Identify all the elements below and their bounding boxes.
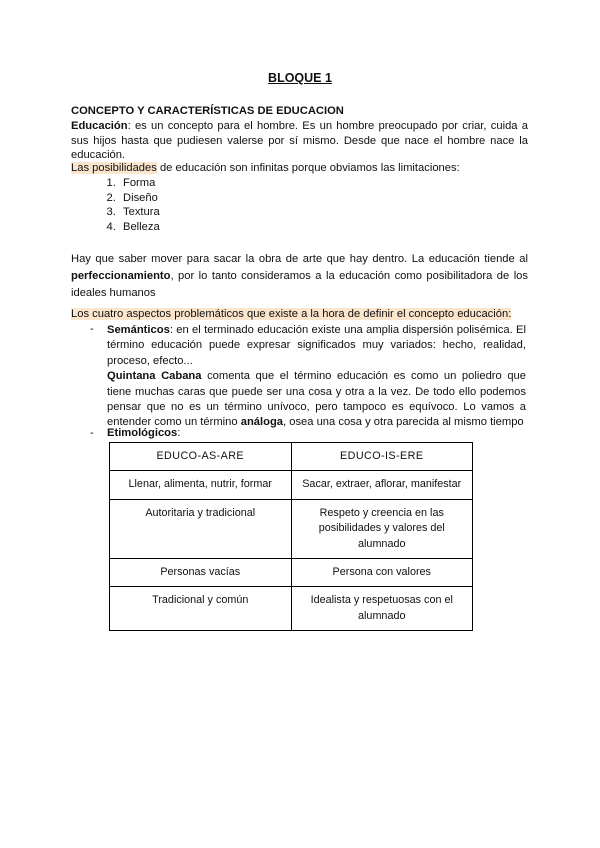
table-row xyxy=(110,471,473,499)
section-heading: CONCEPTO Y CARACTERÍSTICAS DE EDUCACION xyxy=(71,105,344,117)
etymology-table xyxy=(109,442,473,631)
table-cell: Llenar, alimenta, nutrir, formar xyxy=(110,471,292,499)
etymological-dash: - xyxy=(90,427,94,439)
improvement-bold: perfeccionamiento xyxy=(71,270,171,283)
aspects-intro-highlight: Los cuatro aspectos problemáticos que existe a la hora de definir el concepto educación: xyxy=(71,308,512,320)
semantic-item xyxy=(107,323,526,431)
table-cell: Sacar, extraer, aflorar, manifestar xyxy=(291,471,473,499)
semantic-label: Semánticos xyxy=(107,324,170,336)
limitations-list xyxy=(71,176,160,234)
list-item: 3. Textura xyxy=(119,205,160,220)
table-header-row xyxy=(110,443,473,471)
semantic-author: Quintana Cabana xyxy=(107,370,202,383)
list-item: 4. Belleza xyxy=(119,220,160,235)
semantic-analog-text: , osea una cosa y otra parecida al mismo tiempo xyxy=(283,416,524,429)
possibilities-text: de educación son infinitas porque obviamos las limitaciones: xyxy=(156,162,460,174)
table-cell: Idealista y respetuosas con el alumnado xyxy=(291,587,473,631)
etymological-colon: : xyxy=(177,427,181,439)
possibilities-highlight: Las posibilidades xyxy=(71,162,157,174)
possibilities-line xyxy=(71,162,460,174)
table-cell: Tradicional y común xyxy=(110,587,292,631)
aspects-intro xyxy=(71,308,511,320)
etymological-item xyxy=(107,427,180,439)
table-cell: Respeto y creencia en las posibilidades y valores del alumnado xyxy=(291,499,473,558)
etymological-label: Etimológicos xyxy=(107,427,178,439)
table-header: EDUCO-IS-ERE xyxy=(291,443,473,471)
list-item: 1. Forma xyxy=(119,176,160,191)
semantic-author-text: comenta que el término educación es como un poliedro que tiene muchas caras que puede ser una cosa y otra a la vez. De todo ello podemos pensar que no es un término unívoco, pero tampoco es equívoco. Lo vamos a entender como un término xyxy=(107,370,526,429)
table-row xyxy=(110,587,473,631)
table-cell: Autoritaria y tradicional xyxy=(110,499,292,558)
improvement-text-after: , por lo tanto consideramos a la educación como posibilitadora de los ideales humanos xyxy=(71,270,528,300)
page-title: BLOQUE 1 xyxy=(268,71,332,85)
improvement-paragraph xyxy=(71,251,528,303)
table-cell: Personas vacías xyxy=(110,559,292,587)
table-row xyxy=(110,559,473,587)
definition-term: Educación xyxy=(71,120,128,132)
definition-text: : es un concepto para el hombre. Es un hombre preocupado por criar, cuida a sus hijos hasta que pudiesen valerse por sí mismo. Desde que nace el hombre nace la educación. xyxy=(71,120,528,162)
semantic-text: : en el terminado educación existe una amplia dispersión polisémica. El término educación puede expresar significados muy variados: hecho, realidad, proceso, efecto... xyxy=(107,324,526,367)
semantic-dash: - xyxy=(90,323,94,335)
semantic-analog: análoga xyxy=(240,416,283,429)
table-row xyxy=(110,499,473,558)
table-header: EDUCO-AS-ARE xyxy=(110,443,292,471)
list-item: 2. Diseño xyxy=(119,191,160,206)
definition-paragraph xyxy=(71,119,528,163)
table-cell: Persona con valores xyxy=(291,559,473,587)
improvement-text-before: Hay que saber mover para sacar la obra de arte que hay dentro. La educación tiende al xyxy=(71,253,528,265)
